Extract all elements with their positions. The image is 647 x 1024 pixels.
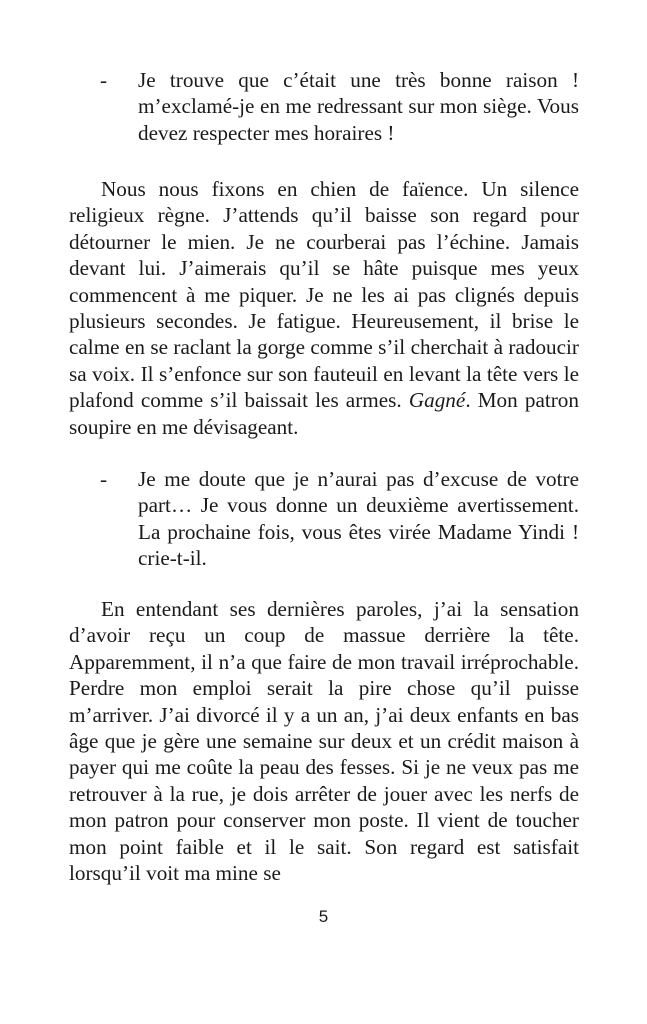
- dialogue-dash: -: [100, 68, 108, 92]
- paragraph-1: [69, 176, 579, 440]
- dialogue-text: Je trouve que c’était une très bonne raison ! m’exclamé-je en me redressant sur mon siège. Vous devez respecter mes horaires !: [138, 68, 579, 145]
- paragraph-text: Nous nous fixons en chien de faïence. Un silence religieux règne. J’attends qu’il baisse son regard pour détourner le mien. Je ne courberai pas l’échine. Jamais devant lui. J’aimerais qu’il se hâte puisque mes yeux commencent à me piquer. Je ne les ai pas clignés depuis plusieurs secondes. Je fatigue. Heureusement, il brise le calme en se raclant la gorge comme s’il cherchait à radoucir sa voix. Il s’enfonce sur son fauteuil en levant la tête vers le plafond comme s’il baissait les armes.: [69, 177, 579, 413]
- paragraph-text: En entendant ses dernières paroles, j’ai la sensation d’avoir reçu un coup de massue derrière la tête. Apparemment, il n’a que faire de mon travail irréprochable. Perdre mon emploi serait la pire chose qu’il puisse m’arriver. J’ai divorcé il y a un an, j’ai deux enfants en bas âge que je gère une semaine sur deux et un crédit maison à payer qui me coûte la peau des fesses. Si je ne veux pas me retrouver à la rue, je dois arrêter de jouer avec les nerfs de mon patron pour conserver mon poste. Il vient de toucher mon point faible et il le sait. Son regard est satisfait lorsqu’il voit ma mine se: [69, 597, 579, 886]
- dialogue-dash: -: [100, 467, 108, 491]
- paragraph-2: [69, 596, 579, 886]
- paragraph-text-end: . Mon patron soupire en me dévisageant.: [69, 388, 579, 439]
- italic-word: Gagné: [408, 388, 466, 413]
- dialogue-1: [100, 67, 579, 146]
- page-number: 5: [318, 907, 329, 926]
- dialogue-2: [100, 466, 579, 572]
- dialogue-text: Je me doute que je n’aurai pas d’excuse de votre part… Je vous donne un deuxième avertissement. La prochaine fois, vous êtes virée Madame Yindi ! crie-t-il.: [138, 467, 579, 571]
